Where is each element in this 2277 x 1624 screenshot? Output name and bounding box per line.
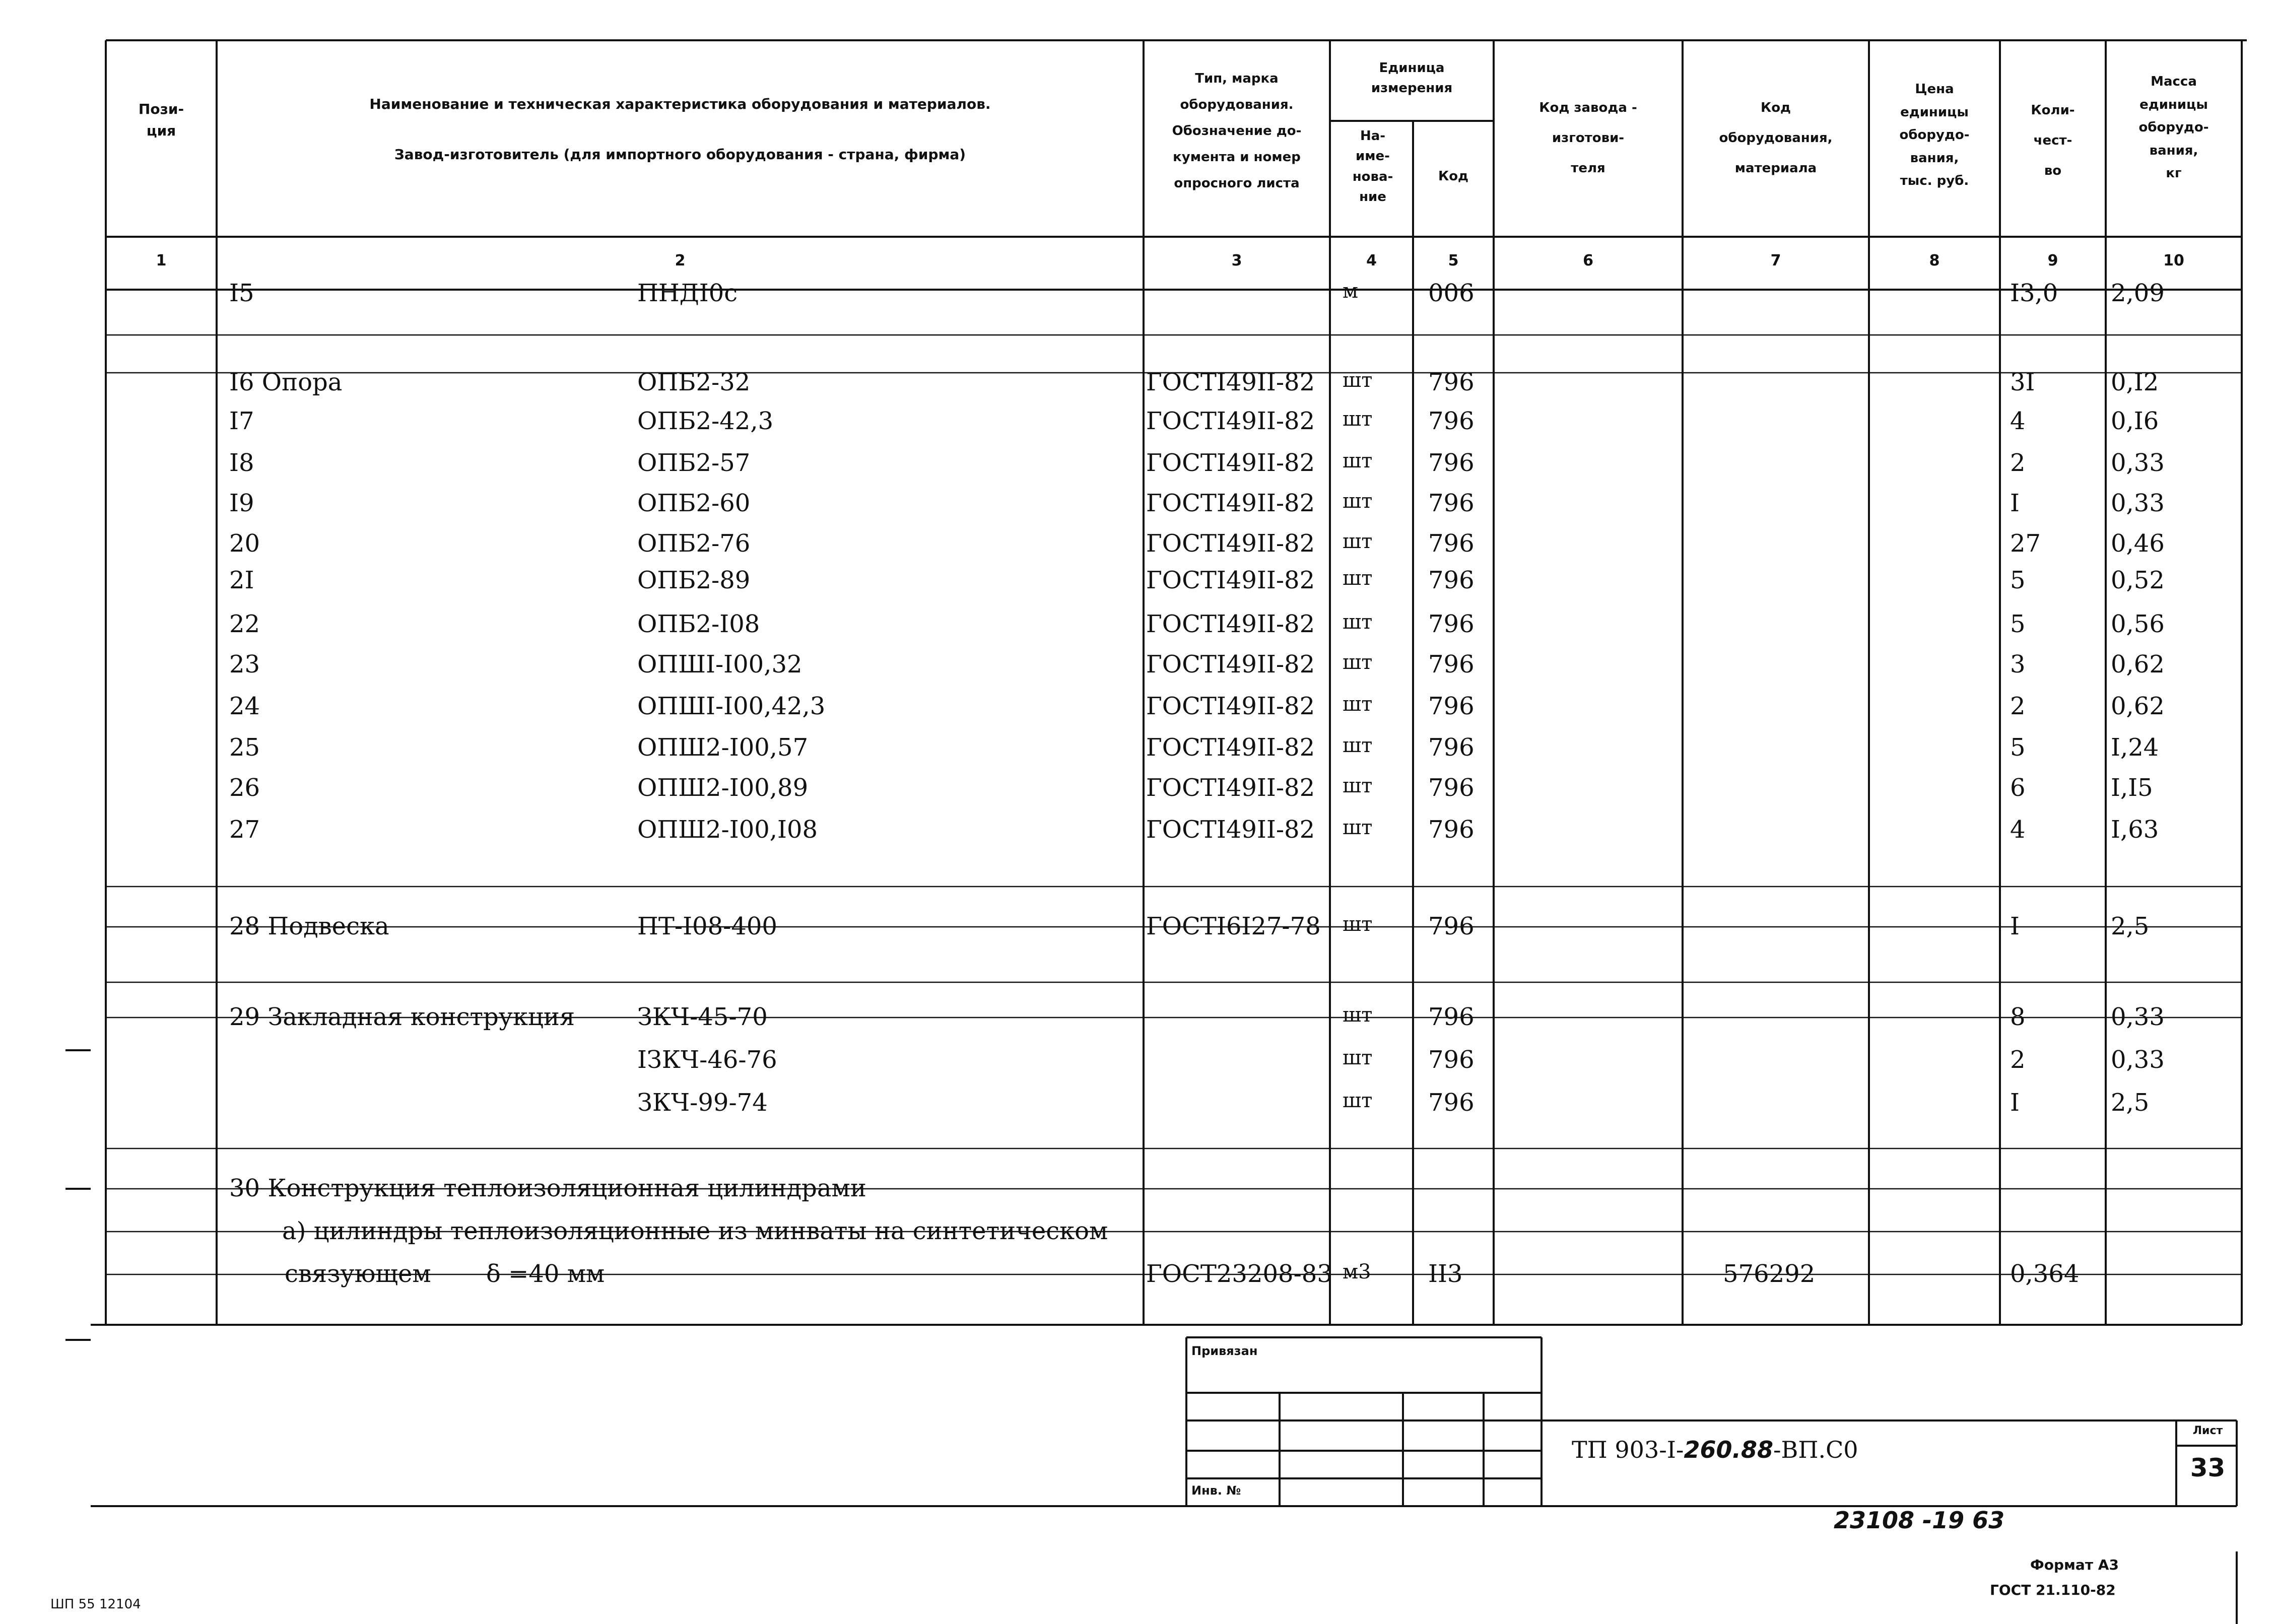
cell-doc: ГОСТI49II-82 bbox=[1146, 566, 1315, 594]
cell-mark: IЗКЧ-46-76 bbox=[637, 1046, 777, 1074]
cell-pos: I5 bbox=[229, 279, 254, 307]
header-unit-name: На- име- нова- ние bbox=[1352, 128, 1393, 205]
cell-code: 796 bbox=[1428, 407, 1475, 435]
cell-pos: 23 bbox=[229, 650, 260, 679]
cell-code: 796 bbox=[1428, 368, 1475, 396]
cell-mass: 0,33 bbox=[2111, 449, 2165, 477]
sheet-label: Лист bbox=[2192, 1425, 2223, 1437]
column-number: 7 bbox=[1770, 252, 1781, 269]
cell-unit: шт bbox=[1343, 369, 1373, 392]
cell-unit: шт bbox=[1343, 1046, 1373, 1069]
cell-unit: шт bbox=[1343, 490, 1373, 513]
cell-mass: I,I5 bbox=[2111, 774, 2153, 802]
cell-qty: 4 bbox=[2010, 816, 2026, 844]
cell-mark: ОПШI-I00,42,3 bbox=[637, 692, 826, 720]
cell-unit: шт bbox=[1343, 1089, 1373, 1112]
cell-mark: ОПБ2-I08 bbox=[637, 610, 760, 638]
cell-qty: 4 bbox=[2010, 407, 2026, 435]
cell-unit: шт bbox=[1343, 530, 1373, 553]
cell-mark: ОПБ2-89 bbox=[637, 566, 751, 594]
corner-code: ШП 55 12104 bbox=[50, 1597, 141, 1612]
cell-code: 796 bbox=[1428, 650, 1475, 679]
cell-pos: I8 bbox=[229, 449, 254, 477]
cell-unit: шт bbox=[1343, 913, 1373, 936]
cell-doc: ГОСТI49II-82 bbox=[1146, 692, 1315, 720]
cell-mass: 0,I2 bbox=[2111, 368, 2159, 396]
cell-mass: 2,5 bbox=[2111, 1089, 2150, 1117]
cell-code: 796 bbox=[1428, 449, 1475, 477]
cell-pos: I6 Опора bbox=[229, 368, 343, 396]
document-code-prefix: ТП 903-I- bbox=[1572, 1436, 1684, 1463]
header-unit-code: Код bbox=[1438, 169, 1469, 184]
format-label: Формат А3 bbox=[2030, 1557, 2119, 1573]
cell-pos: 28 Подвеска bbox=[229, 912, 389, 940]
column-number: 10 bbox=[2163, 252, 2184, 269]
header-mass: Масса единицы оборудо- вания, кг bbox=[2138, 74, 2209, 181]
cell-code: 796 bbox=[1428, 489, 1475, 517]
column-number: 2 bbox=[675, 252, 686, 269]
header-name-line2: Завод-изготовитель (для импортного оборудования - страна, фирма) bbox=[394, 146, 966, 163]
cell-code: 006 bbox=[1428, 279, 1475, 307]
cell-pos: 26 bbox=[229, 774, 260, 802]
cell-mark: ПТ-I08-400 bbox=[637, 912, 777, 940]
cell-qty: I3,0 bbox=[2010, 279, 2058, 307]
cell-code: 796 bbox=[1428, 774, 1475, 802]
cell-qty: 27 bbox=[2010, 529, 2041, 558]
column-number: 6 bbox=[1583, 252, 1593, 269]
header-position: Пози- ция bbox=[138, 101, 184, 140]
cell-mark: δ =40 мм bbox=[486, 1260, 605, 1288]
cell-doc: ГОСТI49II-82 bbox=[1146, 407, 1315, 435]
cell-pos: 2I bbox=[229, 566, 254, 594]
cell-name: связующем bbox=[285, 1260, 431, 1288]
column-number: 9 bbox=[2047, 252, 2058, 269]
cell-code: 796 bbox=[1428, 1046, 1475, 1074]
cell-mass: 0,33 bbox=[2111, 489, 2165, 517]
cell-mark: ПНДI0с bbox=[637, 279, 738, 307]
cell-unit: шт bbox=[1343, 734, 1373, 757]
stamp-privyazan: Привязан bbox=[1191, 1344, 1258, 1358]
cell-pos: I9 bbox=[229, 489, 254, 517]
cell-code: 796 bbox=[1428, 529, 1475, 558]
header-type-mark: Тип, марка оборудования. Обозначение до- кумента и номер опросного листа bbox=[1172, 71, 1302, 191]
cell-qty: 0,364 bbox=[2010, 1260, 2080, 1288]
cell-mark: ОПШ2-I00,I08 bbox=[637, 816, 818, 844]
cell-unit: шт bbox=[1343, 408, 1373, 431]
gost-label: ГОСТ 21.110-82 bbox=[1990, 1582, 2116, 1598]
cell-unit: шт bbox=[1343, 567, 1373, 590]
cell-unit: шт bbox=[1343, 449, 1373, 472]
cell-mass: 0,I6 bbox=[2111, 407, 2159, 435]
column-number: 3 bbox=[1231, 252, 1242, 269]
cell-pos: 27 bbox=[229, 816, 260, 844]
column-number: 4 bbox=[1366, 252, 1377, 269]
cell-doc: ГОСТI49II-82 bbox=[1146, 529, 1315, 558]
cell-unit: шт bbox=[1343, 774, 1373, 797]
cell-pos: 25 bbox=[229, 733, 260, 762]
cell-code: 796 bbox=[1428, 566, 1475, 594]
cell-doc: ГОСТI49II-82 bbox=[1146, 774, 1315, 802]
cell-code: 796 bbox=[1428, 692, 1475, 720]
document-code-suffix: -ВП.С0 bbox=[1773, 1436, 1858, 1463]
sheet-number: 33 bbox=[2190, 1453, 2226, 1482]
column-number: 8 bbox=[1929, 252, 1940, 269]
document-code bbox=[1572, 1438, 1858, 1461]
cell-pos: 30 Конструкция теплоизоляционная цилиндрами bbox=[229, 1174, 866, 1202]
cell-mass: 0,33 bbox=[2111, 1046, 2165, 1074]
cell-unit: шт bbox=[1343, 1003, 1373, 1027]
cell-unit: шт bbox=[1343, 611, 1373, 634]
cell-unit: шт bbox=[1343, 816, 1373, 839]
cell-doc: ГОСТI49II-82 bbox=[1146, 610, 1315, 638]
cell-mass: 0,46 bbox=[2111, 529, 2165, 558]
cell-pos: 22 bbox=[229, 610, 260, 638]
cell-code: 796 bbox=[1428, 912, 1475, 940]
cell-code: 796 bbox=[1428, 610, 1475, 638]
cell-unit: шт bbox=[1343, 651, 1373, 674]
cell-mark: ОПБ2-60 bbox=[637, 489, 751, 517]
cell-unit: м3 bbox=[1343, 1260, 1371, 1283]
cell-mass: 2,09 bbox=[2111, 279, 2165, 307]
cell-qty: 5 bbox=[2010, 733, 2026, 762]
cell-qty: I bbox=[2010, 912, 2020, 940]
cell-code: 796 bbox=[1428, 1089, 1475, 1117]
header-quantity: Коли- чест- во bbox=[2031, 103, 2075, 178]
cell-mass: 0,62 bbox=[2111, 650, 2165, 679]
cell-code: 796 bbox=[1428, 1003, 1475, 1031]
cell-doc: ГОСТI49II-82 bbox=[1146, 650, 1315, 679]
cell-qty: 8 bbox=[2010, 1003, 2026, 1031]
header-factory-code: Код завода - изготови- теля bbox=[1539, 100, 1637, 176]
cell-mass: I,63 bbox=[2111, 816, 2159, 844]
cell-unit: м bbox=[1343, 280, 1359, 303]
cell-qty: I bbox=[2010, 489, 2020, 517]
cell-mark: ОПШI-I00,32 bbox=[637, 650, 802, 679]
cell-qty: 6 bbox=[2010, 774, 2026, 802]
cell-doc: ГОСТI49II-82 bbox=[1146, 368, 1315, 396]
cell-matcode: 576292 bbox=[1723, 1260, 1816, 1288]
document-code-handwritten: 260.88 bbox=[1684, 1436, 1773, 1463]
column-number: 1 bbox=[156, 252, 167, 269]
cell-qty: 5 bbox=[2010, 566, 2026, 594]
cell-qty: 3 bbox=[2010, 650, 2026, 679]
cell-mark: ОПШ2-I00,57 bbox=[637, 733, 809, 762]
cell-qty: 2 bbox=[2010, 692, 2026, 720]
cell-doc: ГОСТI49II-82 bbox=[1146, 733, 1315, 762]
cell-qty: 2 bbox=[2010, 449, 2026, 477]
handwritten-number: 23108 -19 63 bbox=[1834, 1507, 2005, 1534]
cell-mass: 2,5 bbox=[2111, 912, 2150, 940]
cell-doc: ГОСТI49II-82 bbox=[1146, 816, 1315, 844]
column-number: 5 bbox=[1448, 252, 1459, 269]
cell-doc: ГОСТI49II-82 bbox=[1146, 449, 1315, 477]
cell-pos: I7 bbox=[229, 407, 254, 435]
cell-mark: ЗКЧ-99-74 bbox=[637, 1089, 768, 1117]
cell-pos: 20 bbox=[229, 529, 260, 558]
header-units-group: Единица измерения bbox=[1371, 60, 1453, 96]
cell-mass: I,24 bbox=[2111, 733, 2159, 762]
cell-mark: ОПБ2-57 bbox=[637, 449, 751, 477]
header-price: Цена единицы оборудо- вания, тыс. руб. bbox=[1899, 82, 1970, 188]
stamp-inv-number: Инв. № bbox=[1191, 1483, 1241, 1498]
cell-mark: ОПБ2-76 bbox=[637, 529, 751, 558]
cell-doc: ГОСТI6I27-78 bbox=[1146, 912, 1321, 940]
cell-mark: ОПБ2-42,3 bbox=[637, 407, 774, 435]
cell-code: II3 bbox=[1428, 1260, 1463, 1288]
cell-mark: ЗКЧ-45-70 bbox=[637, 1003, 768, 1031]
cell-pos: 29 Закладная конструкция bbox=[229, 1003, 575, 1031]
cell-qty: 2 bbox=[2010, 1046, 2026, 1074]
cell-name: а) цилиндры теплоизоляционные из минваты на синтетическом bbox=[282, 1217, 1108, 1245]
cell-doc: ГОСТ23208-83 bbox=[1146, 1260, 1332, 1288]
cell-qty: 5 bbox=[2010, 610, 2026, 638]
header-equipment-code: Код оборудования, материала bbox=[1719, 100, 1833, 176]
cell-doc: ГОСТI49II-82 bbox=[1146, 489, 1315, 517]
cell-code: 796 bbox=[1428, 816, 1475, 844]
cell-mass: 0,56 bbox=[2111, 610, 2165, 638]
cell-qty: I bbox=[2010, 1089, 2020, 1117]
cell-pos: 24 bbox=[229, 692, 260, 720]
cell-unit: шт bbox=[1343, 693, 1373, 716]
cell-code: 796 bbox=[1428, 733, 1475, 762]
cell-mark: ОПШ2-I00,89 bbox=[637, 774, 809, 802]
header-name-line1: Наименование и техническая характеристика оборудования и материалов. bbox=[369, 96, 991, 112]
cell-mass: 0,62 bbox=[2111, 692, 2165, 720]
cell-mark: ОПБ2-32 bbox=[637, 368, 751, 396]
cell-mass: 0,33 bbox=[2111, 1003, 2165, 1031]
cell-mass: 0,52 bbox=[2111, 566, 2165, 594]
cell-qty: 3I bbox=[2010, 368, 2035, 396]
